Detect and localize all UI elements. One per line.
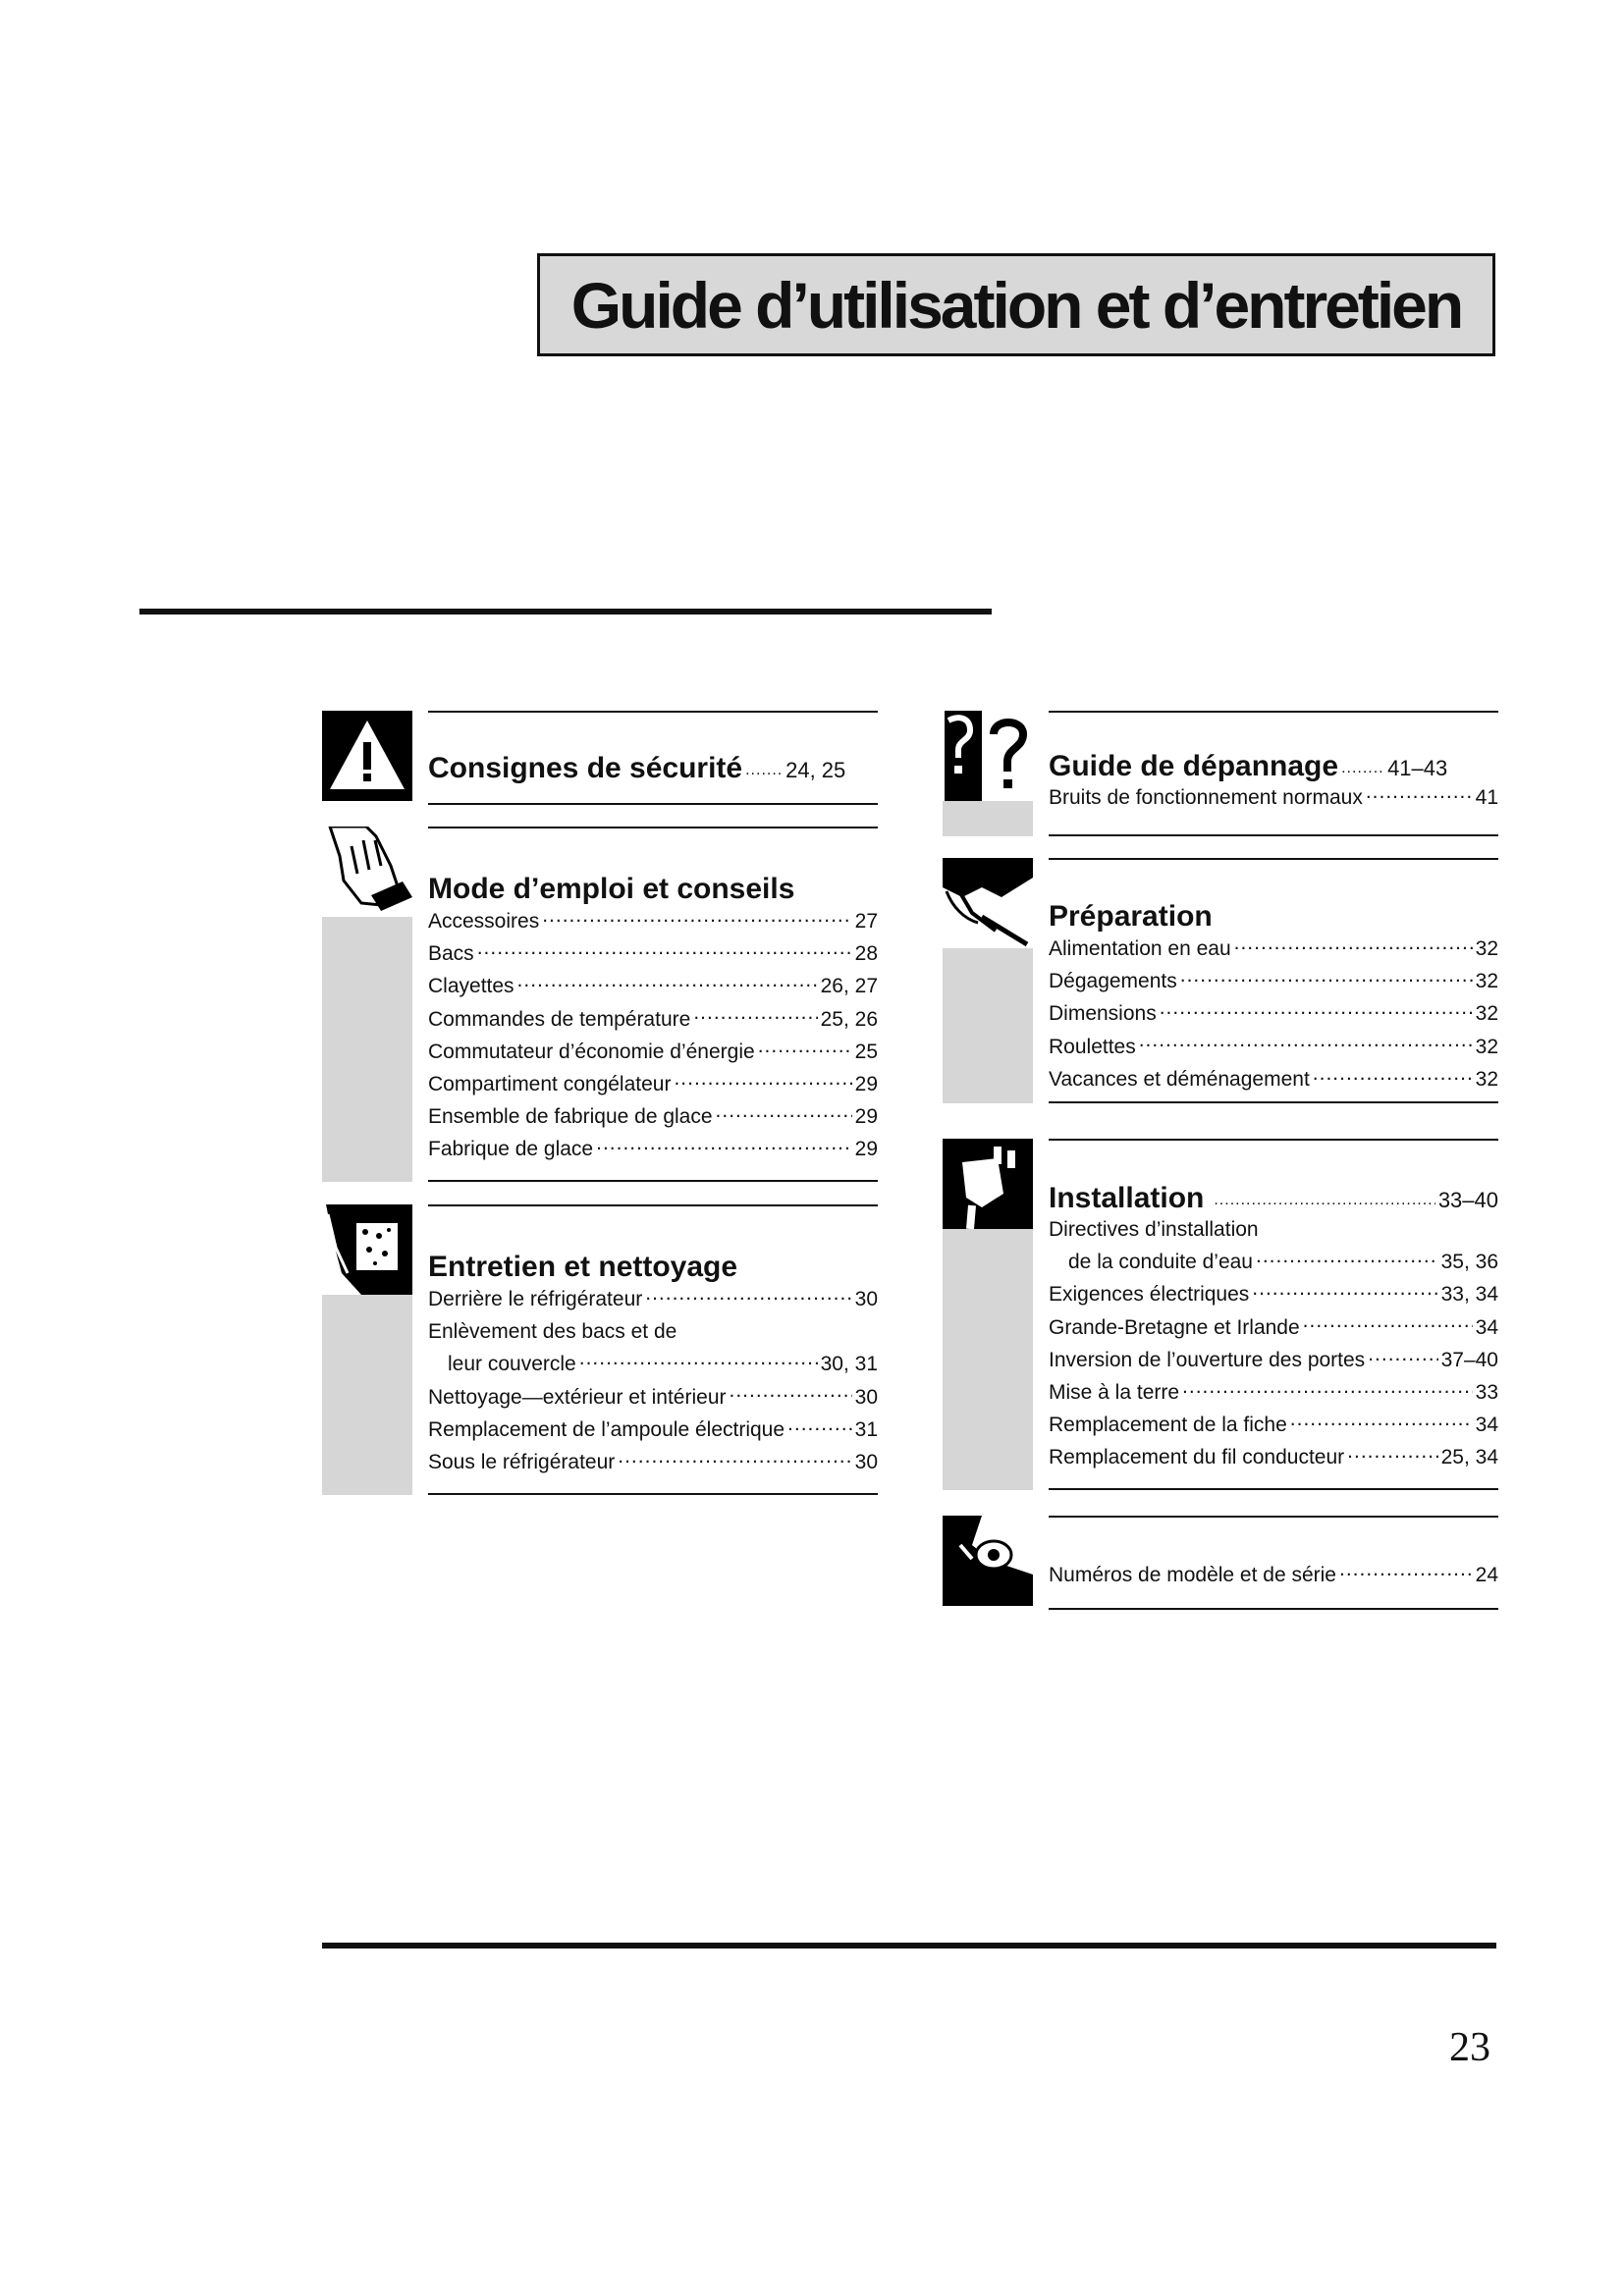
section-depannage-content	[1049, 711, 1498, 836]
hand-screwdriver-icon	[943, 858, 1033, 948]
toc-entry[interactable]: Exigences électriques ..... 33, 34	[1049, 1278, 1498, 1310]
page-ref: 41–43	[1387, 756, 1448, 780]
page-title: Guide d’utilisation et d’entretien	[570, 268, 1462, 342]
section-numeros	[943, 1516, 1502, 1610]
toc-entry[interactable]: Sous le réfrigérateur ..... 30	[428, 1446, 878, 1478]
hand-sponge-icon	[322, 1204, 412, 1295]
section-preparation	[943, 858, 1502, 1103]
toc-entry[interactable]: Bruits de fonctionnement normaux ..... 41	[1049, 781, 1498, 814]
section-depannage	[943, 711, 1502, 836]
section-title: Consignes de sécurité	[428, 752, 743, 784]
toc-entry[interactable]: Directives d’installation	[1049, 1218, 1259, 1241]
toc-entry[interactable]: Commutateur d’économie d’énergie ..... 25	[428, 1036, 878, 1068]
section-securite-content	[428, 711, 878, 805]
toc-entry[interactable]: Bacs ..... 28	[428, 937, 878, 970]
page-title-box	[537, 253, 1495, 356]
toc-entry[interactable]: de la conduite d’eau ..... 35, 36	[1049, 1246, 1498, 1278]
toc-entry[interactable]: Remplacement de la fiche ..... 34	[1049, 1409, 1498, 1441]
section-entretien-content	[428, 1204, 878, 1495]
toc-entry[interactable]: Derrière le réfrigérateur ..... 30	[428, 1283, 878, 1315]
section-preparation-content	[1049, 858, 1498, 1103]
page-number: 23	[1449, 2025, 1490, 2070]
page-ref: 33–40	[1437, 1188, 1498, 1212]
section-title: Préparation	[1049, 900, 1213, 933]
toc-entry[interactable]: Grande-Bretagne et Irlande ..... 34	[1049, 1311, 1498, 1344]
toc-entry[interactable]: Roulettes ..... 32	[1049, 1031, 1498, 1063]
toc-entry[interactable]: leur couvercle ..... 30, 31	[428, 1348, 878, 1380]
toc-entry[interactable]: Remplacement du fil conducteur ..... 25, 34	[1049, 1441, 1498, 1473]
toc-entry[interactable]: Nettoyage—extérieur et intérieur ..... 30	[428, 1381, 878, 1414]
toc-entry[interactable]: Dimensions ..... 32	[1049, 997, 1498, 1030]
toc-entry[interactable]: Dégagements ..... 32	[1049, 965, 1498, 997]
page-ref: 24, 25	[785, 758, 846, 782]
toc-entry[interactable]: Enlèvement des bacs et de	[428, 1320, 677, 1344]
toc-entry[interactable]: Fabrique de glace ..... 29	[428, 1133, 878, 1165]
toc-entry[interactable]: Accessoires ..... 27	[428, 905, 878, 937]
toc-entry[interactable]: Commandes de température ..... 25, 26	[428, 1003, 878, 1036]
warning-icon	[322, 711, 412, 801]
toc-entry-depannage[interactable]	[1049, 750, 1498, 783]
section-numeros-content	[1049, 1516, 1498, 1610]
section-title: Mode d’emploi et conseils	[428, 873, 795, 905]
section-installation-content	[1049, 1139, 1498, 1490]
section-entretien	[322, 1204, 882, 1495]
toc-entry[interactable]: Mise à la terre ..... 33	[1049, 1376, 1498, 1409]
toc-entry[interactable]: Ensemble de fabrique de glace ..... 29	[428, 1100, 878, 1133]
section-installation	[943, 1139, 1502, 1490]
section-mode-emploi	[322, 827, 882, 1182]
section-mode-emploi-content	[428, 827, 878, 1182]
toc-entry-installation[interactable]	[1049, 1182, 1498, 1215]
toc-entry[interactable]: Vacances et déménagement ..... 32	[1049, 1063, 1498, 1095]
section-title: Guide de dépannage	[1049, 750, 1339, 782]
toc-entry[interactable]: Inversion de l’ouverture des portes ..... 37–40	[1049, 1344, 1498, 1376]
toc-entry[interactable]: Clayettes ..... 26, 27	[428, 970, 878, 1002]
bottom-divider	[322, 1943, 1496, 1949]
model-label-icon	[943, 1516, 1033, 1606]
toc-entry-securite[interactable]	[428, 752, 878, 785]
toc-entry[interactable]: Alimentation en eau ..... 32	[1049, 933, 1498, 965]
section-securite	[322, 711, 882, 805]
toc-entry[interactable]: Compartiment congélateur ..... 29	[428, 1068, 878, 1100]
top-divider	[139, 609, 992, 614]
section-title: Entretien et nettoyage	[428, 1251, 738, 1283]
troubleshooting-question-icon	[943, 711, 1033, 801]
toc-entry[interactable]: Remplacement de l’ampoule électrique ..... 31	[428, 1414, 878, 1446]
power-plug-icon	[943, 1139, 1033, 1229]
toc-entry[interactable]: Numéros de modèle et de série ..... 24	[1049, 1559, 1498, 1591]
section-title: Installation	[1049, 1182, 1205, 1214]
hand-pressing-button-icon	[322, 827, 412, 917]
